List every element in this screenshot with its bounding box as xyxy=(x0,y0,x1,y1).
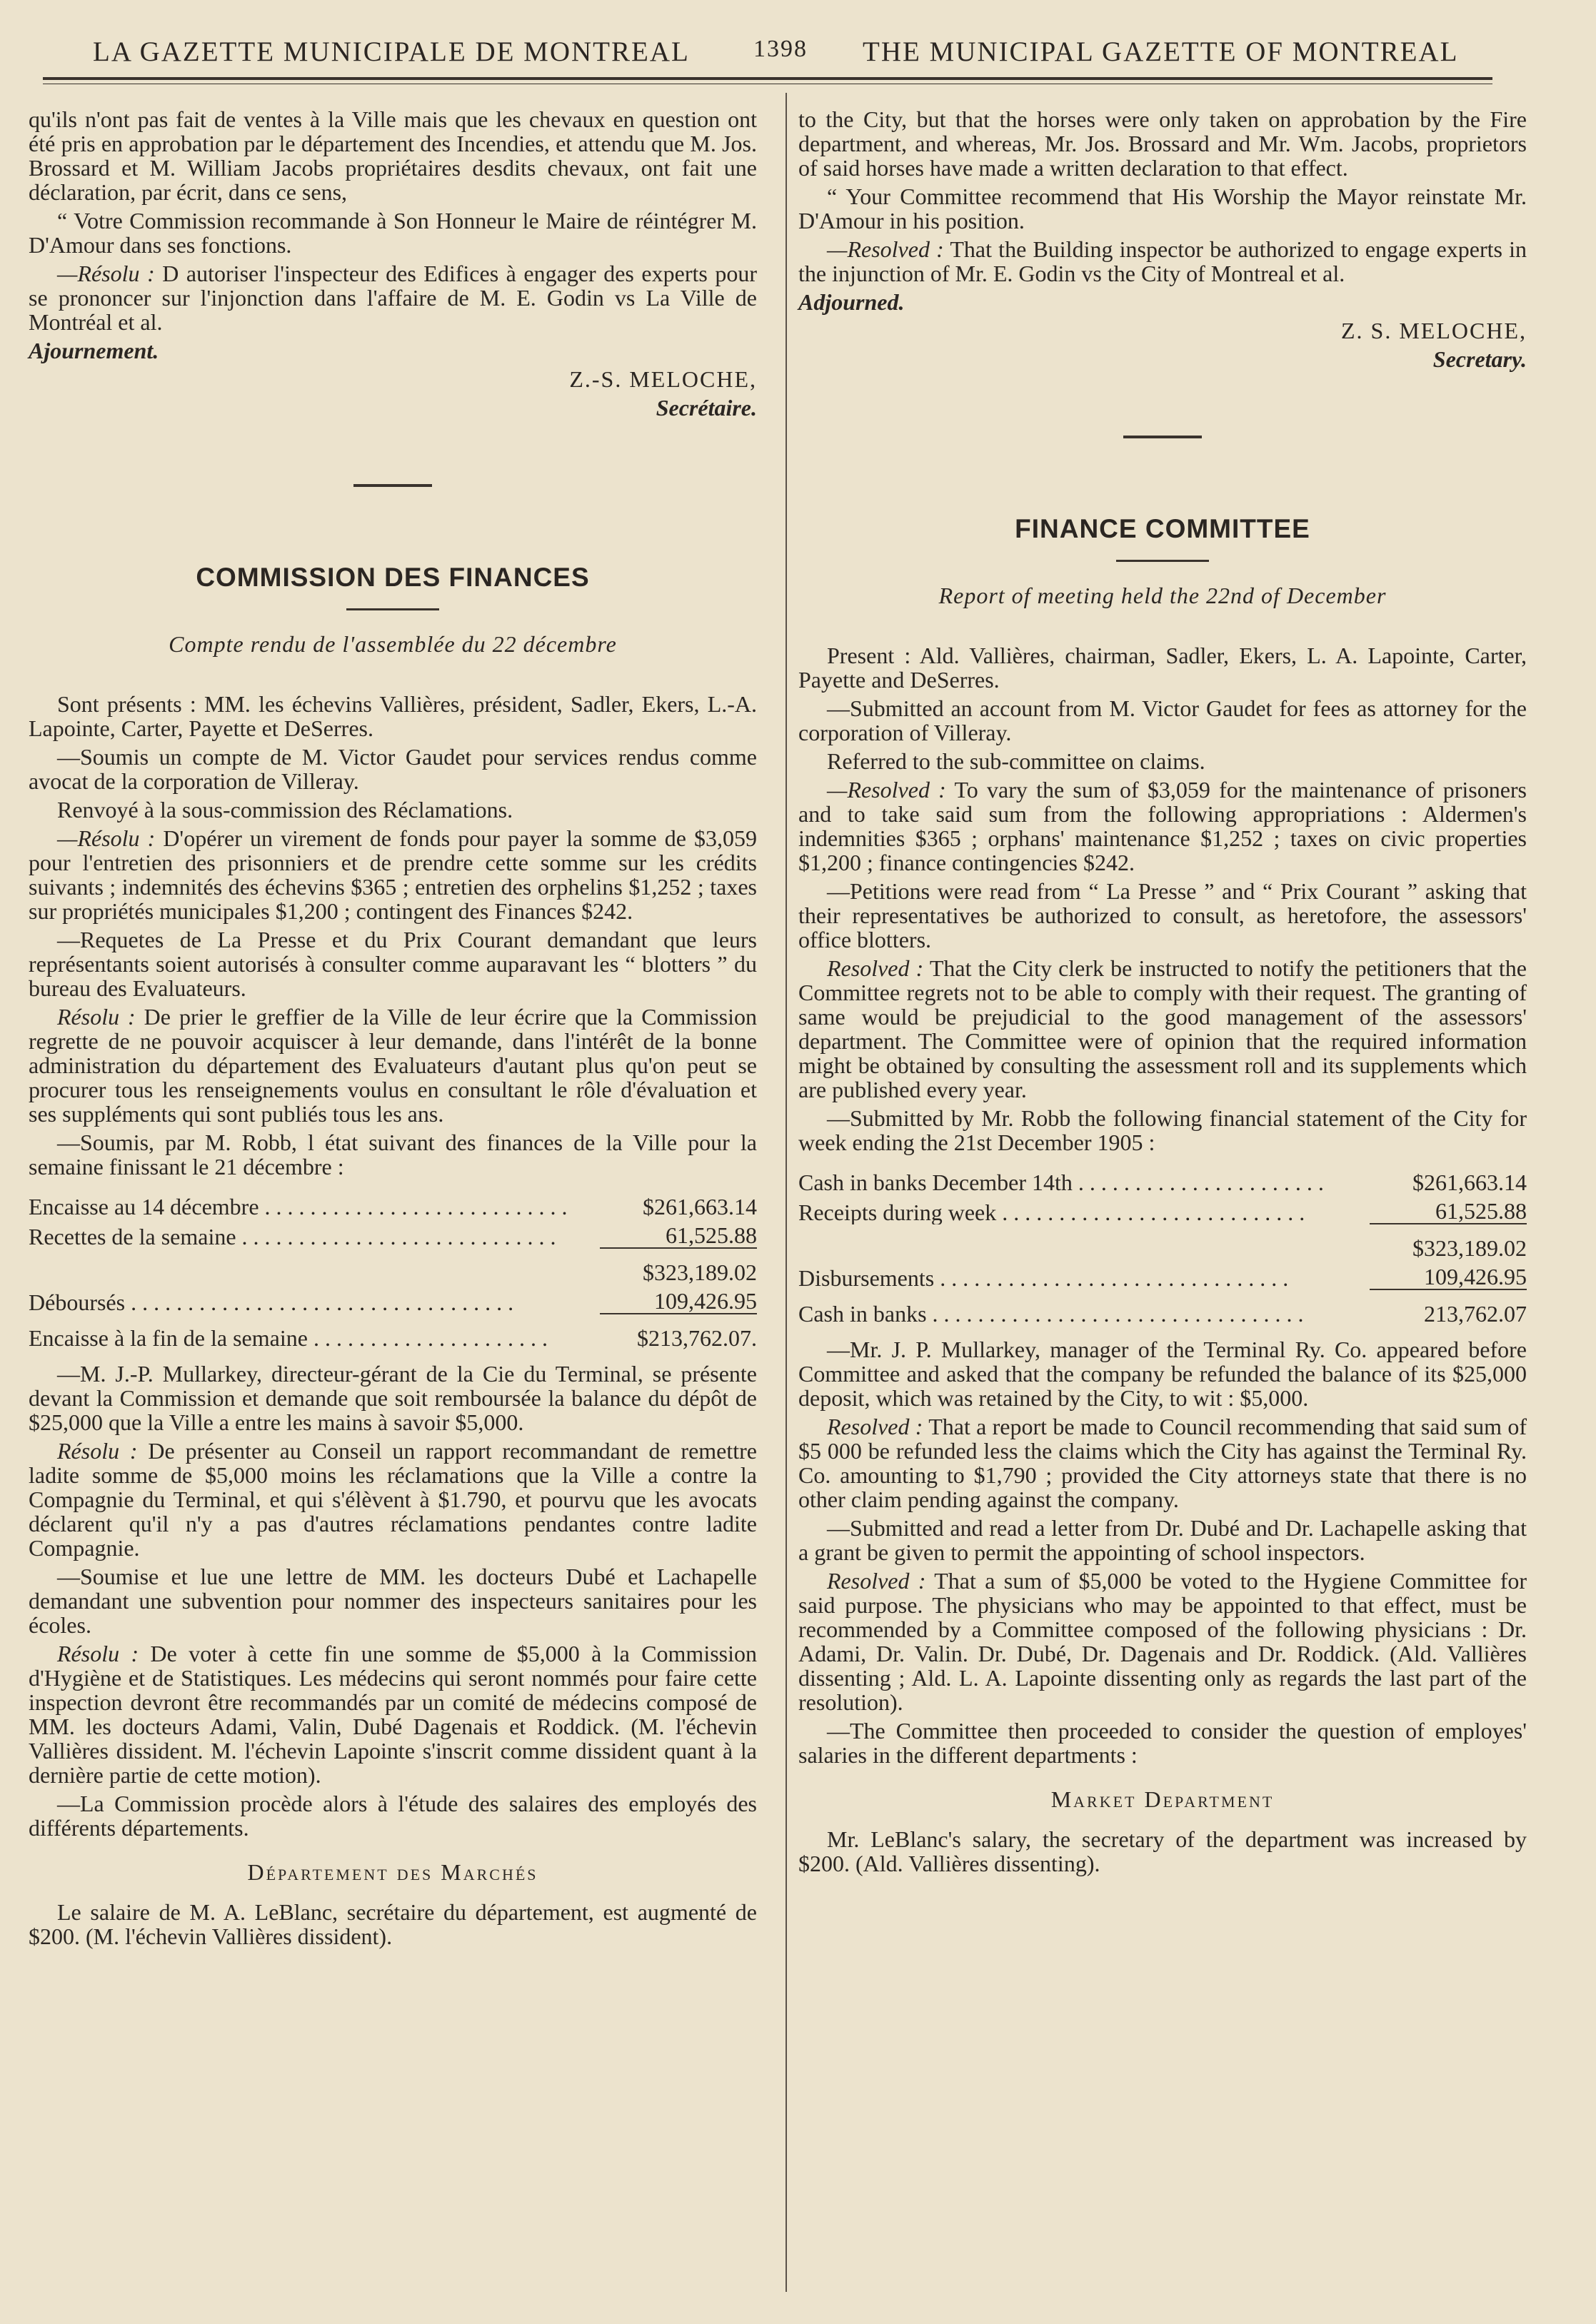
statement-row xyxy=(798,1194,1527,1224)
statement-label: Déboursés . . . . . . . . . . . . . . . . . . . . . . . . . . . . . . . . . . xyxy=(29,1290,514,1314)
paragraph: qu'ils n'ont pas fait de ventes à la Ville mais que les chevaux en question ont été pris en approbation par le département des Incendies, et attendu que M. Jos. Brossard et M. William Jacobs propriétaires desdits chevaux, ont fait une déclaration, par écrit, dans ce sens, xyxy=(29,106,757,205)
statement-row xyxy=(29,1219,757,1249)
statement-row xyxy=(798,1164,1527,1194)
paragraph: —Soumis un compte de M. Victor Gaudet pour services rendus comme avocat de la corporation de Villeray. xyxy=(29,744,757,794)
header-english-title: THE MUNICIPAL GAZETTE OF MONTREAL xyxy=(863,36,1459,67)
paragraph: —M. J.-P. Mullarkey, directeur-gérant de la Cie du Terminal, se présente devant la Commission et demande que soit remboursée la balance du dépôt de $25,000 que la Ville a entre les mains à savoir $5,000. xyxy=(29,1361,757,1435)
statement-amount: 61,525.88 xyxy=(1370,1199,1527,1224)
paragraph xyxy=(29,1641,757,1787)
statement-label: Cash in banks December 14th . . . . . . . . . . . . . . . . . . . . . . xyxy=(798,1170,1324,1194)
adjournment: Ajournement. xyxy=(29,338,159,363)
paragraph xyxy=(29,261,757,334)
resolution-text: De prier le greffier de la Ville de leur écrire que la Commission regrette de ne pouvoir acquiscer à leur demande, dans l'intérêt de la bonne administration du département des Evaluateurs d'autant plus qu'on peut se procurer tous les renseignements voulus en consultant le rôle d'évaluation et ses suppléments qui sont publiés tous les ans. xyxy=(29,1004,758,1127)
statement-row xyxy=(798,1224,1527,1260)
title-rule xyxy=(1116,560,1209,562)
french-column xyxy=(29,107,757,1953)
statement-label: Encaisse au 14 décembre . . . . . . . . . . . . . . . . . . . . . . . . . . . xyxy=(29,1194,568,1219)
section-title: COMMISSION DES FINANCES xyxy=(196,563,590,592)
section-subtitle: Compte rendu de l'assemblée du 22 décembre xyxy=(169,631,617,657)
department-heading: Département des Marchés xyxy=(247,1859,538,1885)
paragraph: —The Committee then proceeded to consider the question of employes' salaries in the different departments : xyxy=(798,1718,1527,1768)
statement-row xyxy=(29,1284,757,1314)
financial-statement xyxy=(798,1164,1527,1326)
section-separator xyxy=(353,484,432,487)
paragraph: “ Votre Commission recommande à Son Honneur le Maire de réintégrer M. D'Amour dans ses fonctions. xyxy=(29,208,757,258)
paragraph: to the City, but that the horses were only taken on approbation by the Fire department, and whereas, Mr. Jos. Brossard and Mr. Wm. Jacobs, proprietors of said horses have made a written declaration to that effect. xyxy=(798,106,1527,181)
paragraph xyxy=(29,826,757,923)
section-separator xyxy=(1123,436,1202,438)
paragraph xyxy=(798,237,1527,286)
statement-label: Cash in banks . . . . . . . . . . . . . . . . . . . . . . . . . . . . . . . . . xyxy=(798,1302,1304,1326)
english-column xyxy=(798,107,1527,1880)
section-title: FINANCE COMMITTEE xyxy=(1015,514,1310,543)
statement-amount: 213,762.07 xyxy=(1424,1301,1527,1327)
statement-label: Disbursements . . . . . . . . . . . . . . . . . . . . . . . . . . . . . . . xyxy=(798,1266,1289,1290)
resolution-text: De présenter au Conseil un rapport recommandant de remettre ladite somme de $5,000 moins les réclamations que la Ville a contre la Compagnie du Terminal, et qui s'élèvent à $1.790, et pourvu que les avocats déclarent qu'il n'y a pas d'autres réclamations pendantes contre ladite Compagnie. xyxy=(29,1438,758,1561)
paragraph xyxy=(798,1569,1527,1714)
paragraph xyxy=(29,1005,757,1126)
resolution-text: D autoriser l'inspecteur des Edifices à engager des experts pour se prononcer sur l'injonction dans l'affaire de M. E. Godin vs La Ville de Montréal et al. xyxy=(29,261,758,335)
statement-row xyxy=(29,1314,757,1350)
resolution-label: —Resolved : xyxy=(827,777,946,803)
paragraph: Present : Ald. Vallières, chairman, Sadler, Ekers, L. A. Lapointe, Carter, Payette and DeSerres. xyxy=(798,643,1527,693)
paragraph: Renvoyé à la sous-commission des Réclamations. xyxy=(57,797,513,823)
paragraph: —La Commission procède alors à l'étude des salaires des employés des différents départements. xyxy=(29,1791,757,1841)
paragraph xyxy=(798,1414,1527,1511)
header-rule xyxy=(43,77,1492,80)
resolution-text: To vary the sum of $3,059 for the maintenance of prisoners and to take said sum from the following appropriations : Aldermen's indemnities $365 ; orphans' maintenance $1,252 ; taxes on civic properties $1,200 ; finance contingencies $242. xyxy=(798,777,1527,875)
statement-amount: $261,663.14 xyxy=(643,1194,757,1219)
resolution-text: That a report be made to Council recommending that said sum of $5 000 be refunded less the claims which the City has against the Terminal Ry. Co. amounting to $1,790 ; provided the City attorneys state that there is no other claim pending against the company. xyxy=(798,1414,1527,1512)
paragraph: —Soumis, par M. Robb, l état suivant des finances de la Ville pour la semaine finissant le 21 décembre : xyxy=(29,1130,757,1179)
statement-amount: 61,525.88 xyxy=(600,1223,757,1249)
paragraph xyxy=(798,956,1527,1102)
paragraph: Mr. LeBlanc's salary, the secretary of the department was increased by $200. (Ald. Vallières dissenting). xyxy=(798,1826,1527,1876)
page-number: 1398 xyxy=(753,36,808,62)
statement-row xyxy=(798,1290,1527,1326)
title-rule xyxy=(346,608,439,610)
resolution-label: —Resolved : xyxy=(827,236,944,262)
section-subtitle: Report of meeting held the 22nd of December xyxy=(938,583,1387,608)
resolution-text: D'opérer un virement de fonds pour payer la somme de $3,059 pour l'entretien des prisonniers et de prendre cette somme sur les crédits suivants ; indemnités des échevins $365 ; entretien des orphelins $1,252 ; taxes sur propriétés municipales $1,200 ; contingent des Finances $242. xyxy=(29,825,758,924)
resolution-label: —Résolu : xyxy=(57,261,155,286)
paragraph: —Submitted an account from M. Victor Gaudet for fees as attorney for the corporation of Villeray. xyxy=(798,695,1527,745)
resolution-label: —Résolu : xyxy=(57,825,156,851)
resolution-label: Résolu : xyxy=(57,1641,139,1666)
statement-amount: 109,426.95 xyxy=(600,1289,757,1314)
financial-statement xyxy=(29,1189,757,1350)
column-divider xyxy=(786,93,787,2292)
resolution-label: Resolved : xyxy=(827,955,924,981)
paragraph: “ Your Committee recommend that His Worship the Mayor reinstate Mr. D'Amour in his position. xyxy=(798,183,1527,233)
page-header xyxy=(43,29,1492,77)
signature-name: Z. S. MELOCHE, xyxy=(1341,318,1527,343)
statement-row xyxy=(29,1189,757,1219)
statement-row xyxy=(798,1260,1527,1290)
signature-name: Z.-S. MELOCHE, xyxy=(569,366,757,392)
resolution-text: That the Building inspector be authorized to engage experts in the injunction of Mr. E. Godin vs the City of Montreal et al. xyxy=(798,236,1527,286)
paragraph: —Requetes de La Presse et du Prix Courant demandant que leurs représentants soient autorisés à consulter comme auparavant les “ blotters ” du bureau des Evaluateurs. xyxy=(29,927,757,1001)
paragraph: —Soumise et lue une lettre de MM. les docteurs Dubé et Lachapelle demandant une subvention pour nommer des inspecteurs sanitaires pour les écoles. xyxy=(29,1564,757,1638)
resolution-text: That a sum of $5,000 be voted to the Hygiene Committee for said purpose. The physicians who may be appointed to that effect, must be recommended by a Committee composed of the following physicians : Dr. Adami, Dr. Valin. Dr. Dubé, Dr. Dagenais and Dr. Roddick. (Ald. Vallières dissenting ; Ald. L. A. Lapointe dissenting only as regards the last part of the resolution). xyxy=(798,1568,1527,1715)
paragraph: —Submitted and read a letter from Dr. Dubé and Dr. Lachapelle asking that a grant be given to permit the appointing of school inspectors. xyxy=(798,1515,1527,1565)
statement-label: Encaisse à la fin de la semaine . . . . . . . . . . . . . . . . . . . . . xyxy=(29,1326,548,1350)
statement-subtotal: $323,189.02 xyxy=(643,1259,757,1285)
resolution-text: De voter à cette fin une somme de $5,000 à la Commission d'Hygiène et de Statistiques. Les médecins qui seront nommés pour faire cette inspection devront être recommandés par un comité de médecins composé de MM. les docteurs Adami, Valin, Dubé Dagenais et Roddick. (M. l'échevin Vallières dissident. M. l'échevin Lapointe s'inscrit comme dissident quant à la dernière partie de cette motion). xyxy=(29,1641,758,1788)
header-french-title: LA GAZETTE MUNICIPALE DE MONTREAL xyxy=(93,36,690,67)
statement-label: Receipts during week . . . . . . . . . . . . . . . . . . . . . . . . . . . xyxy=(798,1200,1305,1224)
statement-amount: $261,663.14 xyxy=(1412,1169,1527,1195)
paragraph: —Mr. J. P. Mullarkey, manager of the Terminal Ry. Co. appeared before Committee and asked that the company be refunded the balance of its $25,000 deposit, which was retained by the City, to wit : $5,000. xyxy=(798,1337,1527,1411)
paragraph xyxy=(798,778,1527,875)
statement-amount: 109,426.95 xyxy=(1370,1264,1527,1290)
resolution-label: Resolved : xyxy=(827,1414,923,1439)
resolution-label: Resolved : xyxy=(827,1568,926,1594)
signature-title: Secrétaire. xyxy=(656,395,757,421)
paragraph: Le salaire de M. A. LeBlanc, secrétaire du département, est augmenté de $200. (M. l'échevin Vallières dissident). xyxy=(29,1899,757,1949)
adjournment: Adjourned. xyxy=(798,289,905,315)
statement-subtotal: $323,189.02 xyxy=(1412,1235,1527,1261)
statement-amount: $213,762.07. xyxy=(637,1325,757,1351)
resolution-text: That the City clerk be instructed to notify the petitioners that the Committee regrets not to be able to comply with their request. The granting of same would be prejudicial to the good management of the assessors' department. The Committee were of opinion that the required information might be obtained by consulting the assessment roll and its supplements which are published every year. xyxy=(798,955,1527,1102)
signature-title: Secretary. xyxy=(1432,346,1527,372)
statement-label: Recettes de la semaine . . . . . . . . . . . . . . . . . . . . . . . . . . . . xyxy=(29,1224,556,1249)
statement-row xyxy=(29,1249,757,1284)
paragraph: Sont présents : MM. les échevins Vallières, président, Sadler, Ekers, L.-A. Lapointe, Carter, Payette et DeSerres. xyxy=(29,691,757,741)
department-heading: Market Department xyxy=(1050,1786,1275,1812)
paragraph: —Submitted by Mr. Robb the following financial statement of the City for week ending the 21st December 1905 : xyxy=(798,1105,1527,1155)
paragraph xyxy=(29,1439,757,1560)
resolution-label: Résolu : xyxy=(57,1004,136,1030)
paragraph: Referred to the sub-committee on claims. xyxy=(827,748,1205,774)
paragraph: —Petitions were read from “ La Presse ” and “ Prix Courant ” asking that their representatives be authorized to consult, as heretofore, the assessors' office blotters. xyxy=(798,878,1527,952)
resolution-label: Résolu : xyxy=(57,1438,138,1464)
